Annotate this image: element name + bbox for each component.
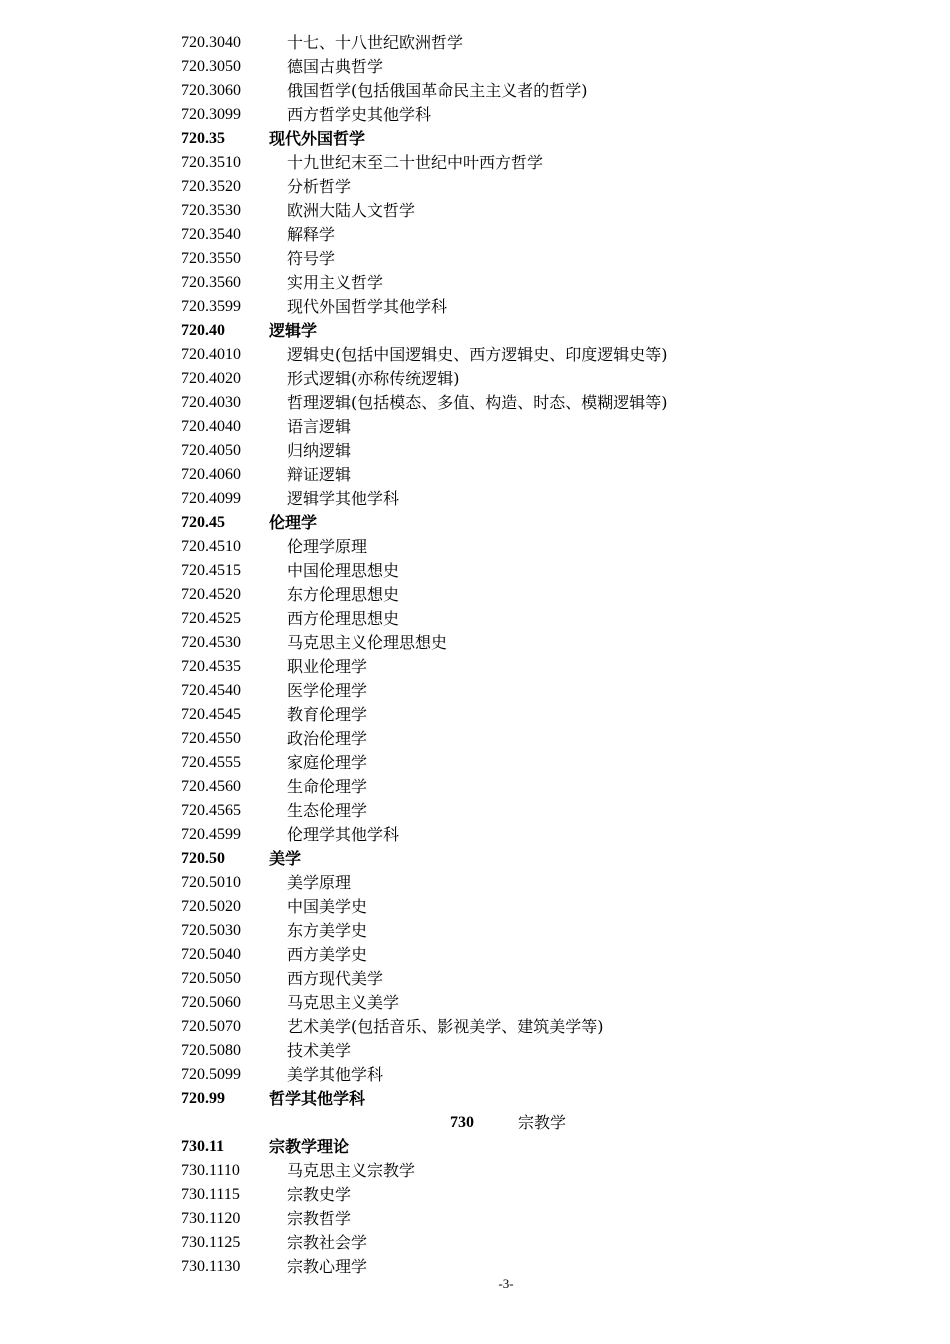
subject-row [0,895,950,919]
page-footer [0,1276,950,1292]
subject-name: 生态伦理学 [287,801,368,820]
subject-code: 720.5070 [181,1018,241,1035]
subject-row [0,799,950,823]
subject-name: 政治伦理学 [287,729,368,748]
subject-name: 宗教社会学 [287,1233,368,1252]
subject-row [0,199,950,223]
subject-code: 720.4535 [181,658,241,675]
subject-code: 720.3040 [181,34,241,51]
subject-name: 医学伦理学 [287,681,368,700]
subject-row [0,1159,950,1183]
category-heading-row [0,319,950,343]
subject-name: 中国伦理思想史 [287,561,400,580]
subject-row [0,79,950,103]
subject-code: 720.4599 [181,826,241,843]
subject-code: 730 [450,1114,474,1131]
subject-name: 伦理学 [269,513,318,532]
subject-code: 720.5010 [181,874,241,891]
subject-code: 720.3510 [181,154,241,171]
subject-row [0,367,950,391]
subject-row [0,271,950,295]
subject-name: 欧洲大陆人文哲学 [287,201,416,220]
subject-name: 马克思主义宗教学 [287,1161,416,1180]
subject-row [0,775,950,799]
category-heading-row [0,127,950,151]
subject-name: 美学原理 [287,873,352,892]
subject-name: 职业伦理学 [287,657,368,676]
subject-row [0,31,950,55]
subject-row [0,415,950,439]
subject-name: 西方哲学史其他学科 [287,105,432,124]
category-heading-row [0,1087,950,1111]
subject-row [0,1207,950,1231]
subject-code: 720.4560 [181,778,241,795]
subject-code: 730.1125 [181,1234,241,1251]
subject-name: 语言逻辑 [287,417,352,436]
subject-name: 美学 [269,849,302,868]
subject-code: 720.4545 [181,706,241,723]
subject-name: 美学其他学科 [287,1065,384,1084]
subject-name: 宗教学 [518,1113,567,1132]
subject-name: 俄国哲学(包括俄国革命民主主义者的哲学) [287,81,588,100]
subject-row [0,703,950,727]
subject-row [0,631,950,655]
section-heading-row [0,1111,950,1135]
subject-code: 720.4510 [181,538,241,555]
subject-code: 720.4060 [181,466,241,483]
subject-name: 实用主义哲学 [287,273,384,292]
subject-row [0,607,950,631]
subject-code: 720.3520 [181,178,241,195]
subject-name: 十九世纪末至二十世纪中叶西方哲学 [287,153,544,172]
subject-code: 720.5060 [181,994,241,1011]
subject-row [0,175,950,199]
subject-code: 720.4555 [181,754,241,771]
subject-row [0,463,950,487]
subject-code: 730.1120 [181,1210,241,1227]
subject-name: 分析哲学 [287,177,352,196]
subject-code: 720.4520 [181,586,241,603]
subject-code: 720.5040 [181,946,241,963]
subject-name: 符号学 [287,249,336,268]
subject-name: 现代外国哲学 [269,129,366,148]
subject-code: 730.1115 [181,1186,240,1203]
subject-name: 马克思主义伦理思想史 [287,633,448,652]
subject-code: 720.4530 [181,634,241,651]
subject-name: 伦理学其他学科 [287,825,400,844]
subject-row [0,1039,950,1063]
subject-name: 东方伦理思想史 [287,585,400,604]
subject-code: 730.11 [181,1138,225,1155]
subject-name: 哲学其他学科 [269,1089,366,1108]
subject-name: 宗教心理学 [287,1257,368,1276]
subject-name: 生命伦理学 [287,777,368,796]
subject-name: 逻辑学 [269,321,318,340]
subject-code: 720.3599 [181,298,241,315]
category-heading-row [0,511,950,535]
subject-name: 逻辑史(包括中国逻辑史、西方逻辑史、印度逻辑史等) [287,345,668,364]
subject-name: 逻辑学其他学科 [287,489,400,508]
subject-code: 720.4020 [181,370,241,387]
subject-name: 马克思主义美学 [287,993,400,1012]
subject-name: 家庭伦理学 [287,753,368,772]
subject-row [0,247,950,271]
subject-name: 西方伦理思想史 [287,609,400,628]
subject-row [0,343,950,367]
subject-row [0,823,950,847]
subject-code: 720.4050 [181,442,241,459]
subject-row [0,1231,950,1255]
subject-code: 720.3050 [181,58,241,75]
subject-code: 720.3560 [181,274,241,291]
subject-code: 720.4099 [181,490,241,507]
subject-row [0,727,950,751]
subject-code: 720.4010 [181,346,241,363]
subject-code: 730.1110 [181,1162,240,1179]
subject-row [0,751,950,775]
subject-name: 德国古典哲学 [287,57,384,76]
subject-name: 哲理逻辑(包括模态、多值、构造、时态、模糊逻辑等) [287,393,668,412]
subject-code: 720.3530 [181,202,241,219]
classification-list [0,31,950,1279]
subject-name: 辩证逻辑 [287,465,352,484]
subject-code: 720.5030 [181,922,241,939]
subject-row [0,1015,950,1039]
subject-code: 730.1130 [181,1258,241,1275]
subject-code: 720.99 [181,1090,225,1107]
subject-code: 720.4540 [181,682,241,699]
subject-code: 720.50 [181,850,225,867]
subject-code: 720.3060 [181,82,241,99]
subject-row [0,679,950,703]
subject-row [0,943,950,967]
subject-name: 东方美学史 [287,921,368,940]
subject-code: 720.4040 [181,418,241,435]
subject-row [0,583,950,607]
subject-row [0,919,950,943]
subject-name: 伦理学原理 [287,537,368,556]
subject-name: 十七、十八世纪欧洲哲学 [287,33,464,52]
subject-name: 宗教哲学 [287,1209,352,1228]
page-number: -3- [498,1276,514,1291]
subject-name: 宗教史学 [287,1185,352,1204]
subject-row [0,1063,950,1087]
subject-code: 720.4030 [181,394,241,411]
subject-code: 720.3099 [181,106,241,123]
subject-code: 720.45 [181,514,225,531]
subject-name: 形式逻辑(亦称传统逻辑) [287,369,460,388]
subject-name: 宗教学理论 [269,1137,350,1156]
subject-row [0,103,950,127]
subject-code: 720.5080 [181,1042,241,1059]
subject-name: 技术美学 [287,1041,352,1060]
subject-row [0,1183,950,1207]
subject-row [0,55,950,79]
subject-row [0,559,950,583]
subject-row [0,967,950,991]
subject-code: 720.5050 [181,970,241,987]
subject-row [0,535,950,559]
subject-code: 720.40 [181,322,225,339]
subject-name: 现代外国哲学其他学科 [287,297,448,316]
subject-row [0,223,950,247]
subject-row [0,487,950,511]
subject-name: 教育伦理学 [287,705,368,724]
subject-name: 归纳逻辑 [287,441,352,460]
subject-code: 720.4565 [181,802,241,819]
subject-row [0,439,950,463]
subject-name: 西方现代美学 [287,969,384,988]
subject-name: 艺术美学(包括音乐、影视美学、建筑美学等) [287,1017,604,1036]
subject-row [0,991,950,1015]
subject-code: 720.4515 [181,562,241,579]
subject-code: 720.5099 [181,1066,241,1083]
subject-row [0,871,950,895]
subject-row [0,391,950,415]
subject-code: 720.4525 [181,610,241,627]
subject-code: 720.35 [181,130,225,147]
subject-row [0,655,950,679]
subject-name: 西方美学史 [287,945,368,964]
subject-row [0,295,950,319]
category-heading-row [0,847,950,871]
subject-name: 解释学 [287,225,336,244]
subject-row [0,151,950,175]
subject-code: 720.3540 [181,226,241,243]
subject-code: 720.4550 [181,730,241,747]
subject-code: 720.3550 [181,250,241,267]
subject-code: 720.5020 [181,898,241,915]
subject-name: 中国美学史 [287,897,368,916]
category-heading-row [0,1135,950,1159]
